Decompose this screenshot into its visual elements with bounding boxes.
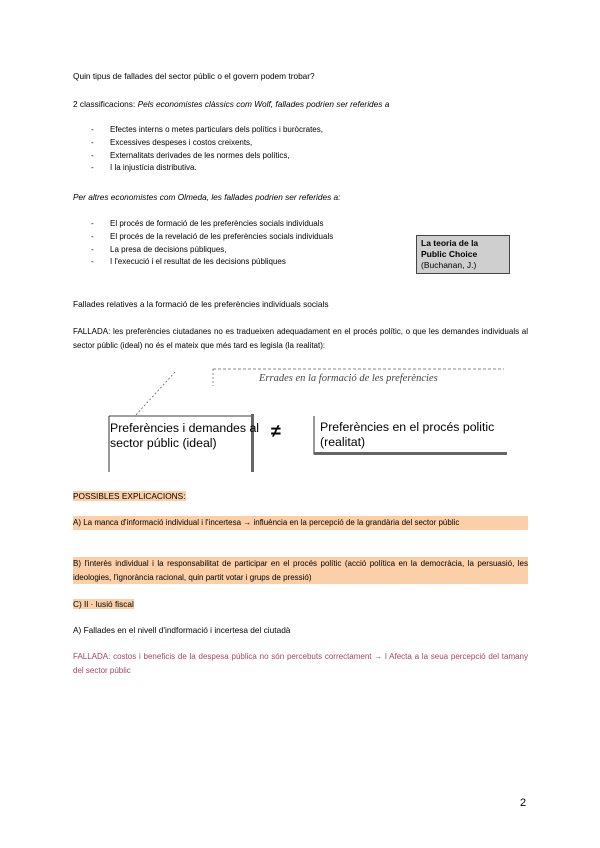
olmeda-list [73, 218, 333, 269]
list-item: - I l'execució i el resultat de les decisions públiques [91, 257, 286, 267]
dashed-diagonal-line [135, 372, 175, 416]
wolf-list [73, 124, 323, 175]
fallada-costs: FALLADA: costos i beneficis de la despesa pública no són percebuts correctament → l Afecta a la seua percepció del tamany del sector públic [73, 652, 528, 675]
public-choice-line2: Public Choice [421, 249, 478, 259]
errors-label: Errades en la formació de les preferències [259, 373, 438, 384]
left-box-text: Preferències i demandes al sector públic (ideal) [110, 421, 260, 450]
public-choice-box [416, 235, 510, 274]
explanations-title: POSSIBLES EXPLICACIONS: [73, 491, 186, 501]
right-box-shadow [314, 452, 507, 455]
classifications-line [73, 99, 389, 110]
question-heading: Quin tipus de fallades del sector públic o el govern podem trobar? [73, 71, 315, 81]
explanation-c: C) Il · lusió fiscal [73, 599, 134, 609]
right-box-text: Preferències en el procés politic (realitat) [320, 420, 495, 449]
list-item: - Excessives despeses i costos creixents, [91, 137, 253, 147]
list-item: - El procés de formació de les preferències socials individuals [91, 219, 324, 228]
not-equal-sign: ≠ [271, 421, 281, 441]
public-choice-line1: La teoria de la [421, 238, 479, 248]
classifications-lead: 2 classificacions: [73, 99, 138, 109]
fallada-preferences: FALLADA: les preferències ciutadanes no es tradueixen adequadament en el procés polític, o que les demandes individuals al sector públic (ideal) no és el mateix que més tard es legisla (la realitat): [73, 327, 528, 350]
list-item: - I la injustícia distributiva. [91, 163, 197, 173]
section-title: Fallades relatives a la formació de les preferències individuals socials [73, 299, 329, 309]
subsection-a-title: A) Fallades en el nivell d'indformació i incertesa del ciutadà [73, 625, 291, 635]
list-item: - La presa de decisions públiques, [91, 244, 227, 254]
olmeda-intro: Per altres economistes com Olmeda, les fallades podrien ser referides a: [73, 192, 341, 202]
public-choice-author: (Buchanan, J.) [421, 260, 477, 270]
classifications-wolf: Pels economistes clàssics com Wolf, fallades podrien ser referides a [137, 99, 390, 109]
list-item: - Externalitats derivades de les normes dels polítics, [91, 150, 290, 160]
explanation-a: A) La manca d'informació individual i l'incertesa → influència en la percepció de la grandària del sector públic [73, 516, 528, 530]
list-item: - Efectes interns o metes particulars dels polítics i buròcrates, [91, 125, 323, 134]
list-item: - El procés de la revelació de les preferències socials individuals [91, 231, 334, 241]
page-number: 2 [520, 797, 527, 809]
explanation-b: B) l'interès individual i la responsabilitat de participar en el procés polític (acció política en la democràcia, la persuasió, les ideologies, l'ignorància racional, quin partit votar i grups de pressió) [73, 557, 528, 584]
